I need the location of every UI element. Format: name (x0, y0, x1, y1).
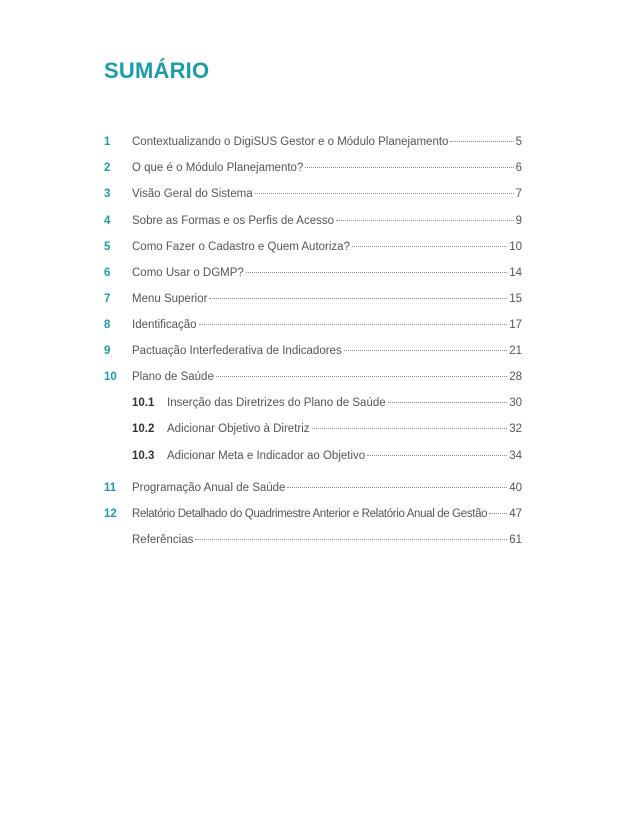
toc-subentry[interactable] (132, 421, 522, 437)
toc-entry[interactable] (104, 160, 522, 176)
toc-entry-number: 1 (104, 136, 111, 148)
toc-entry-number: 11 (104, 482, 117, 494)
toc-entry-page: 21 (509, 345, 522, 357)
toc-entry-number: 10 (104, 371, 117, 383)
toc-entry-title: Contextualizando o DigiSUS Gestor e o Módulo Planejamento (132, 136, 449, 148)
toc-subentry[interactable] (132, 448, 522, 464)
toc-entry[interactable] (104, 265, 522, 281)
toc-entry[interactable] (104, 317, 522, 333)
toc-entry[interactable] (104, 134, 522, 150)
toc-entry-page: 34 (509, 450, 522, 462)
toc-entry-page: 17 (509, 319, 522, 331)
dot-leader (216, 376, 507, 377)
toc-subentry[interactable] (132, 395, 522, 411)
toc-entry-number: 10.3 (132, 450, 155, 462)
dot-leader (367, 455, 507, 456)
dot-leader (336, 220, 514, 221)
dot-leader (246, 272, 507, 273)
dot-leader (199, 324, 508, 325)
toc-entry-title: Identificação (132, 319, 197, 331)
toc-entry-title: Inserção das Diretrizes do Plano de Saúde (167, 397, 386, 409)
dot-leader (312, 428, 508, 429)
toc-entry[interactable] (104, 186, 522, 202)
toc-entry-number: 6 (104, 267, 111, 279)
toc-entry-page: 7 (515, 188, 522, 200)
toc-entry-title: Menu Superior (132, 293, 208, 305)
toc-entry-title: Sobre as Formas e os Perfis de Acesso (132, 215, 334, 227)
toc-entry-number: 10.1 (132, 397, 155, 409)
toc-entry-title: Como Usar o DGMP? (132, 267, 244, 279)
toc-entry-title: Programação Anual de Saúde (132, 482, 286, 494)
dot-leader (305, 167, 513, 168)
toc-entry-title: Adicionar Objetivo à Diretriz (167, 423, 310, 435)
page-title: SUMÁRIO (104, 58, 210, 83)
toc-entry-page: 9 (515, 215, 522, 227)
toc-entry-references[interactable] (104, 532, 522, 548)
toc-entry-title: Plano de Saúde (132, 371, 214, 383)
toc-entry-page: 30 (509, 397, 522, 409)
dot-leader (195, 539, 507, 540)
toc-entry-number: 2 (104, 162, 111, 174)
toc-entry[interactable] (104, 369, 522, 385)
toc-entry[interactable] (104, 343, 522, 359)
toc-entry-number: 3 (104, 188, 111, 200)
toc-entry-title: Como Fazer o Cadastro e Quem Autoriza? (132, 241, 350, 253)
toc-entry-number: 8 (104, 319, 111, 331)
toc-entry-page: 40 (509, 482, 522, 494)
toc-entry-page: 32 (509, 423, 522, 435)
dot-leader (344, 350, 508, 351)
toc-entry[interactable] (104, 291, 522, 307)
dot-leader (209, 298, 507, 299)
toc-entry-page: 15 (509, 293, 522, 305)
toc-entry-title: Visão Geral do Sistema (132, 188, 253, 200)
toc-entry-title: Pactuação Interfederativa de Indicadores (132, 345, 342, 357)
toc-entry-page: 5 (515, 136, 522, 148)
toc-entry[interactable] (104, 506, 522, 522)
dot-leader (255, 193, 514, 194)
toc-entry-title: Relatório Detalhado do Quadrimestre Anterior e Relatório Anual de Gestão (132, 508, 488, 520)
toc-entry[interactable] (104, 239, 522, 255)
dot-leader (352, 246, 507, 247)
toc-entry-page: 28 (509, 371, 522, 383)
dot-leader (287, 487, 507, 488)
toc-entry-page: 47 (509, 508, 522, 520)
toc-entry-number: 7 (104, 293, 111, 305)
toc-entry-number: 5 (104, 241, 111, 253)
toc-entry-number: 4 (104, 215, 111, 227)
toc-entry[interactable] (104, 213, 522, 229)
toc-entry-title: Adicionar Meta e Indicador ao Objetivo (167, 450, 366, 462)
toc-entry-page: 14 (509, 267, 522, 279)
toc-entry-page: 6 (515, 162, 522, 174)
toc-entry-page: 10 (509, 241, 522, 253)
toc-entry-title: Referências (132, 534, 194, 546)
dot-leader (388, 402, 508, 403)
toc-entry-title: O que é o Módulo Planejamento? (132, 162, 304, 174)
toc-entry-number: 9 (104, 345, 111, 357)
toc-entry-page: 61 (509, 534, 522, 546)
toc-entry-number: 10.2 (132, 423, 155, 435)
toc-entry[interactable] (104, 480, 522, 496)
dot-leader (450, 141, 513, 142)
toc-entry-number: 12 (104, 508, 117, 520)
dot-leader (489, 513, 507, 514)
